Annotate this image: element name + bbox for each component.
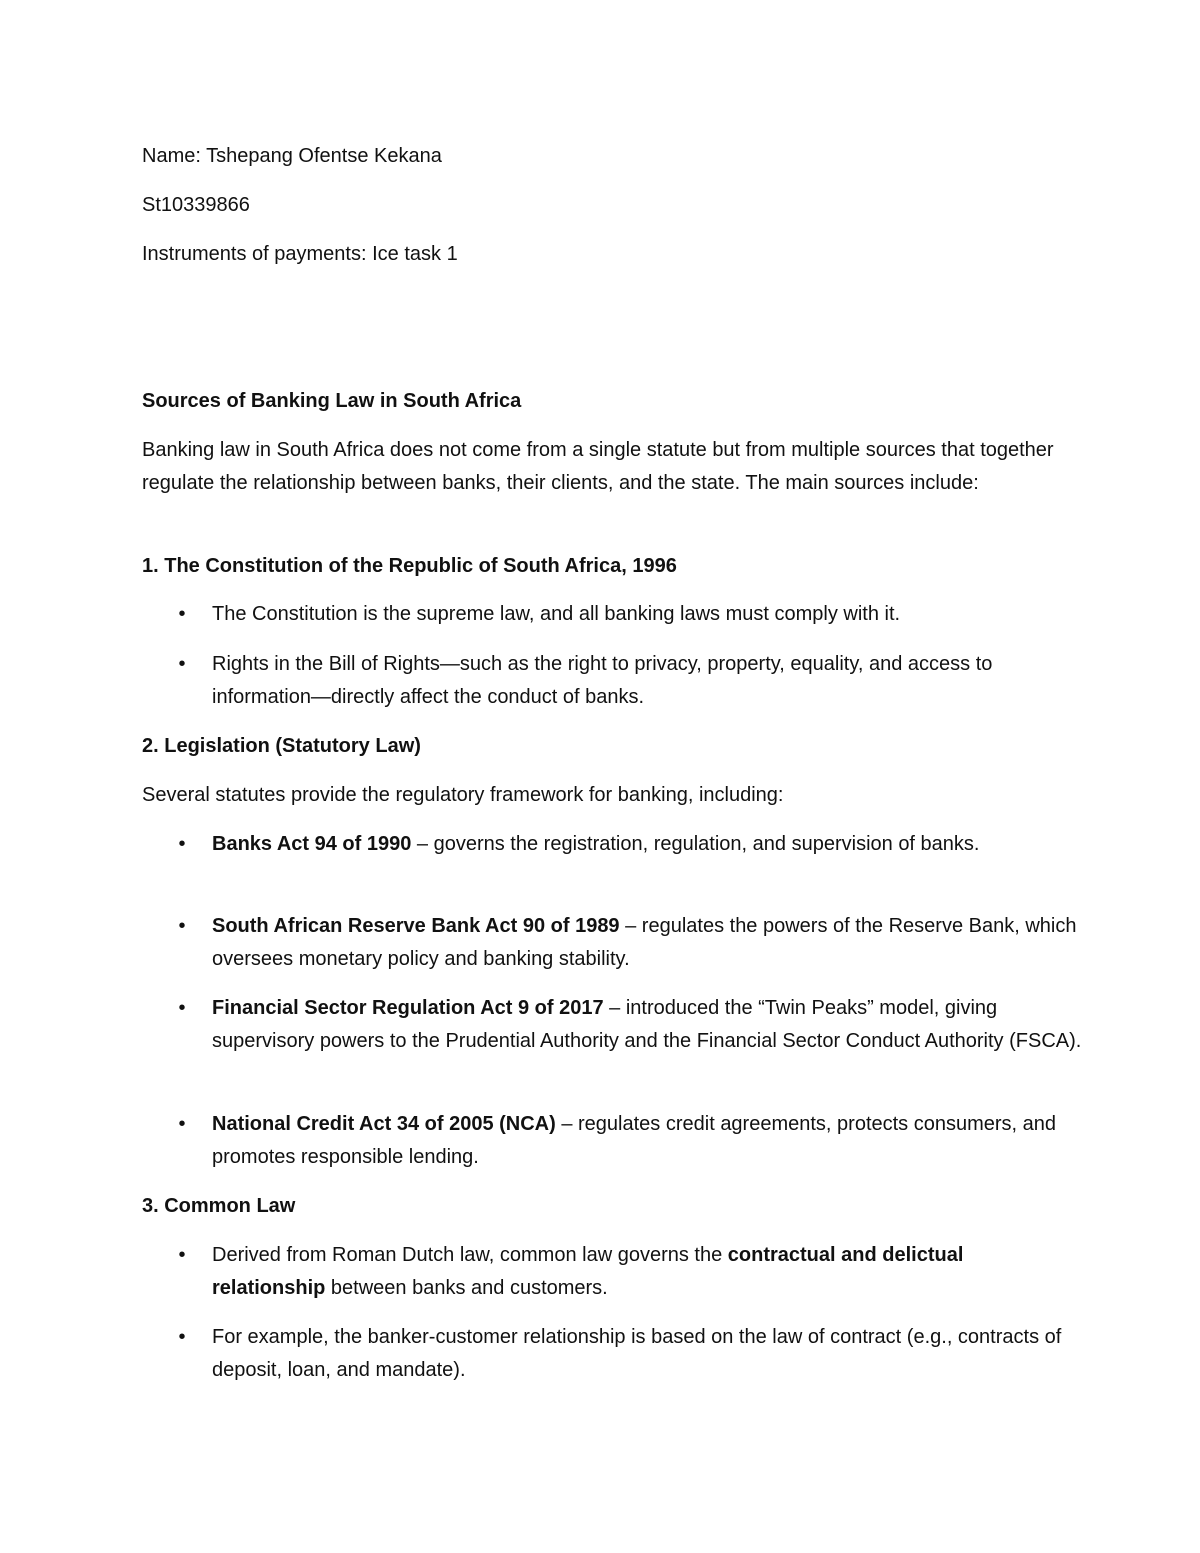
list-item-text: – governs the registration, regulation, and supervision of banks. (411, 833, 980, 855)
list-item (142, 828, 1072, 861)
list-item (142, 910, 1077, 976)
bullet-icon: • (178, 1244, 186, 1266)
section-heading-legislation: 2. Legislation (Statutory Law) (142, 735, 421, 757)
act-name: National Credit Act 34 of 2005 (NCA) (212, 1113, 556, 1135)
act-name: Financial Sector Regulation Act 9 of 2017 (212, 997, 604, 1019)
act-name: South African Reserve Bank Act 90 of 1989 (212, 915, 620, 937)
bullet-icon: • (178, 603, 186, 625)
emphasis-text: contractual and delictual relationship (212, 1244, 964, 1299)
section-lead-text: Several statutes provide the regulatory framework for banking, including: (142, 784, 784, 806)
section-heading-constitution: 1. The Constitution of the Republic of South Africa, 1996 (142, 555, 677, 577)
list-item-text-prefix: Derived from Roman Dutch law, common law governs the (212, 1244, 728, 1266)
student-name-line: Name: Tshepang Ofentse Kekana (142, 145, 442, 167)
list-item (142, 992, 1082, 1058)
list-item-text: between banks and customers. (325, 1277, 608, 1299)
student-number: St10339866 (142, 194, 250, 216)
list-item-text: The Constitution is the supreme law, and all banking laws must comply with it. (212, 603, 901, 625)
list-item-text: For example, the banker-customer relationship is based on the law of contract (e.g., contracts of deposit, loan, and mandate). (212, 1326, 1062, 1381)
list-item-text: Rights in the Bill of Rights—such as the right to privacy, property, equality, and access to information—directly affect the conduct of banks. (212, 653, 993, 708)
bullet-icon: • (178, 915, 186, 937)
list-item-text: – introduced the “Twin Peaks” model, giving supervisory powers to the Prudential Authority and the Financial Sector Conduct Authority (FSCA). (212, 997, 1082, 1052)
section-heading-common-law: 3. Common Law (142, 1195, 296, 1217)
bullet-icon: • (178, 1113, 186, 1135)
bullet-icon: • (178, 1326, 186, 1348)
intro-paragraph: Banking law in South Africa does not come from a single statute but from multiple sources that together regulate the relationship between banks, their clients, and the state. The main sources include: (142, 439, 1054, 494)
list-item-text: – regulates the powers of the Reserve Bank, which oversees monetary policy and banking stability. (212, 915, 1077, 970)
bullet-icon: • (178, 997, 186, 1019)
list-item (142, 1321, 1072, 1387)
bullet-icon: • (178, 653, 186, 675)
bullet-icon: • (178, 833, 186, 855)
list-item-text: – regulates credit agreements, protects consumers, and promotes responsible lending. (212, 1113, 1057, 1168)
list-item (142, 598, 1072, 631)
list-item (142, 1108, 1072, 1174)
list-item (142, 1239, 1072, 1305)
course-line: Instruments of payments: Ice task 1 (142, 243, 458, 265)
act-name: Banks Act 94 of 1990 (212, 833, 412, 855)
list-item (142, 648, 1072, 714)
document-title: Sources of Banking Law in South Africa (142, 390, 522, 412)
